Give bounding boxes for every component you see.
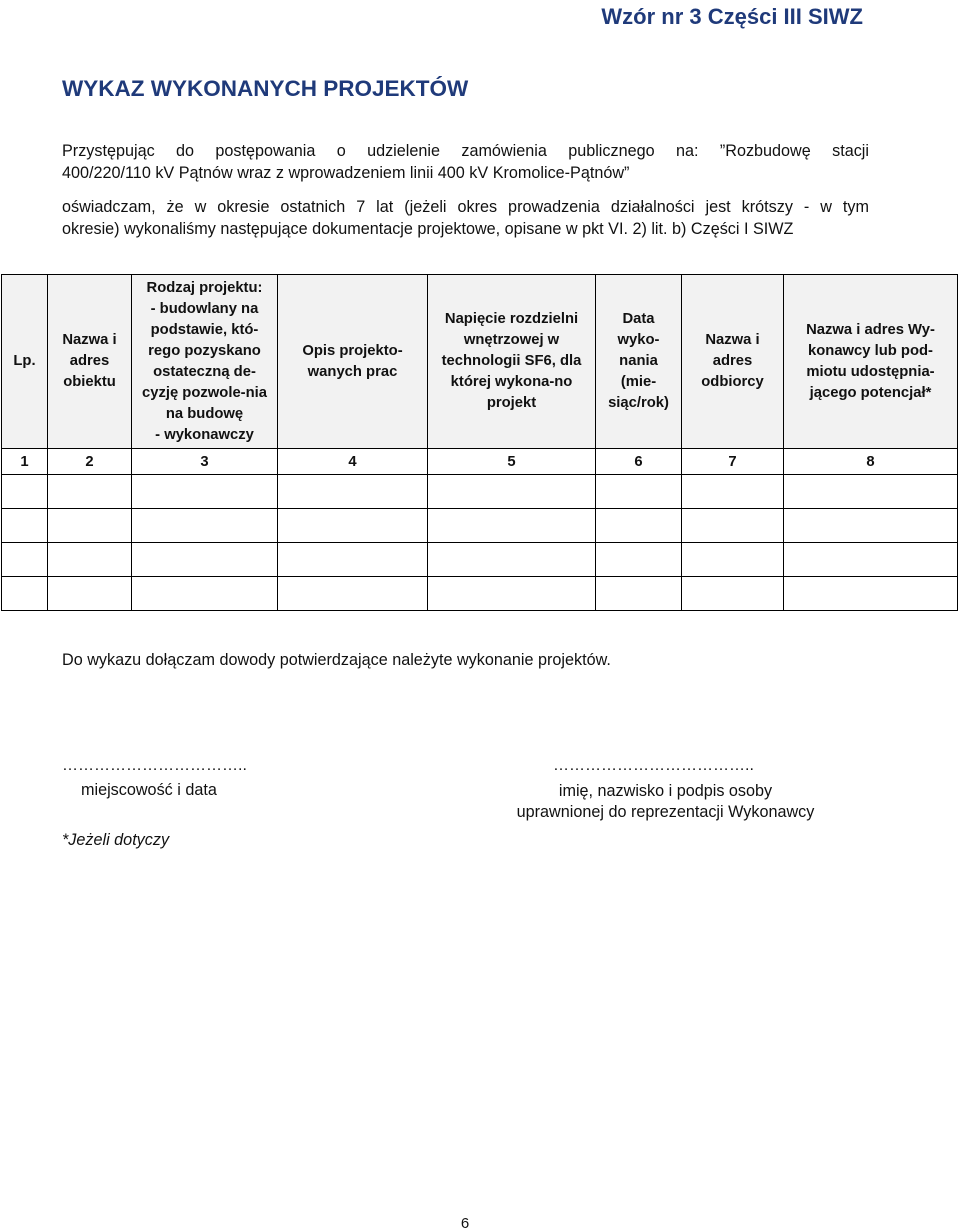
table-cell[interactable] [682, 509, 784, 543]
column-header-text: Data wyko-nania (mie-siąc/rok) [608, 311, 669, 411]
signature-dotted-line: ……………………………….. [553, 757, 754, 774]
table-cell[interactable] [48, 577, 132, 611]
table-cell[interactable] [682, 577, 784, 611]
table-row [2, 543, 958, 577]
column-header [428, 275, 596, 449]
table-cell[interactable] [2, 543, 48, 577]
column-header [682, 275, 784, 449]
place-date-dotted-line: …………………………….. [62, 757, 247, 774]
page-number: 6 [460, 1215, 470, 1232]
table-cell[interactable] [596, 543, 682, 577]
table-cell[interactable] [596, 509, 682, 543]
column-numbers-row [2, 449, 958, 475]
table-cell[interactable] [596, 475, 682, 509]
table-cell[interactable] [784, 475, 958, 509]
column-header-text: Nazwa i adres Wy-konawcy lub pod-miotu udostępnia-jącego potencjał* [806, 321, 935, 401]
column-number: 5 [428, 449, 596, 475]
column-header-text: Lp. [13, 353, 36, 369]
column-number: 8 [784, 449, 958, 475]
table-cell[interactable] [2, 475, 48, 509]
column-number: 4 [278, 449, 428, 475]
column-header [48, 275, 132, 449]
table-cell[interactable] [428, 475, 596, 509]
column-number: 6 [596, 449, 682, 475]
table-cell[interactable] [132, 475, 278, 509]
table-cell[interactable] [596, 577, 682, 611]
declaration-line: oświadczam, że w okresie ostatnich 7 lat (jeżeli okres prowadzenia działalności jest krótszy - w tym [62, 198, 869, 216]
table-cell[interactable] [428, 509, 596, 543]
column-header-text: Nazwa i adres obiektu [62, 332, 117, 390]
table-cell[interactable] [784, 577, 958, 611]
column-number: 7 [682, 449, 784, 475]
table-header-row [2, 275, 958, 449]
signature-label-line: imię, nazwisko i podpis osoby [558, 782, 773, 800]
table-cell[interactable] [132, 509, 278, 543]
table-cell[interactable] [278, 509, 428, 543]
table-cell[interactable] [278, 475, 428, 509]
declaration-paragraph [62, 197, 869, 240]
intro-paragraph [62, 141, 869, 184]
table-cell[interactable] [48, 543, 132, 577]
column-header [784, 275, 958, 449]
table-cell[interactable] [48, 509, 132, 543]
table-cell[interactable] [2, 509, 48, 543]
column-header-text: Opis projekto-wanych prac [302, 342, 403, 380]
place-date-label: miejscowość i data [81, 781, 217, 799]
table-cell[interactable] [2, 577, 48, 611]
intro-line: Przystępując do postępowania o udzielenie zamówienia publicznego na: ”Rozbudowę stacji [62, 142, 869, 160]
table-cell[interactable] [428, 577, 596, 611]
signature-label [496, 781, 835, 823]
table-cell[interactable] [428, 543, 596, 577]
document-title: WYKAZ WYKONANYCH PROJEKTÓW [62, 76, 469, 101]
table-cell[interactable] [784, 509, 958, 543]
signature-label-line: uprawnionej do reprezentacji Wykonawcy [516, 803, 815, 821]
table-cell[interactable] [784, 543, 958, 577]
column-header-text: Napięcie rozdzielni wnętrzowej w technologii SF6, dla której wykona-no projekt [441, 311, 582, 411]
table-cell[interactable] [682, 543, 784, 577]
declaration-line: okresie) wykonaliśmy następujące dokumentacje projektowe, opisane w pkt VI. 2) lit. b) Części I SIWZ [62, 219, 794, 238]
column-header [596, 275, 682, 449]
footnote: *Jeżeli dotyczy [62, 831, 170, 849]
column-header [278, 275, 428, 449]
projects-table [1, 274, 958, 611]
table-row [2, 475, 958, 509]
column-header-text: Rodzaj projektu: - budowlany na podstawie, któ-rego pozyskano ostateczną de-cyzję pozwole-nia na budowę - wykonawczy [142, 279, 267, 443]
table-cell[interactable] [48, 475, 132, 509]
column-number: 2 [48, 449, 132, 475]
intro-line: 400/220/110 kV Pątnów wraz z wprowadzeniem linii 400 kV Kromolice-Pątnów” [62, 163, 630, 182]
table-row [2, 509, 958, 543]
table-cell[interactable] [682, 475, 784, 509]
column-number: 3 [132, 449, 278, 475]
table-row [2, 577, 958, 611]
table-cell[interactable] [278, 543, 428, 577]
column-number: 1 [2, 449, 48, 475]
table-cell[interactable] [278, 577, 428, 611]
form-label: Wzór nr 3 Części III SIWZ [601, 4, 863, 29]
table-cell[interactable] [132, 577, 278, 611]
table-cell[interactable] [132, 543, 278, 577]
column-header [2, 275, 48, 449]
column-header-text: Nazwa i adres odbiorcy [701, 332, 764, 390]
column-header [132, 275, 278, 449]
attachments-note: Do wykazu dołączam dowody potwierdzające należyte wykonanie projektów. [62, 651, 611, 669]
